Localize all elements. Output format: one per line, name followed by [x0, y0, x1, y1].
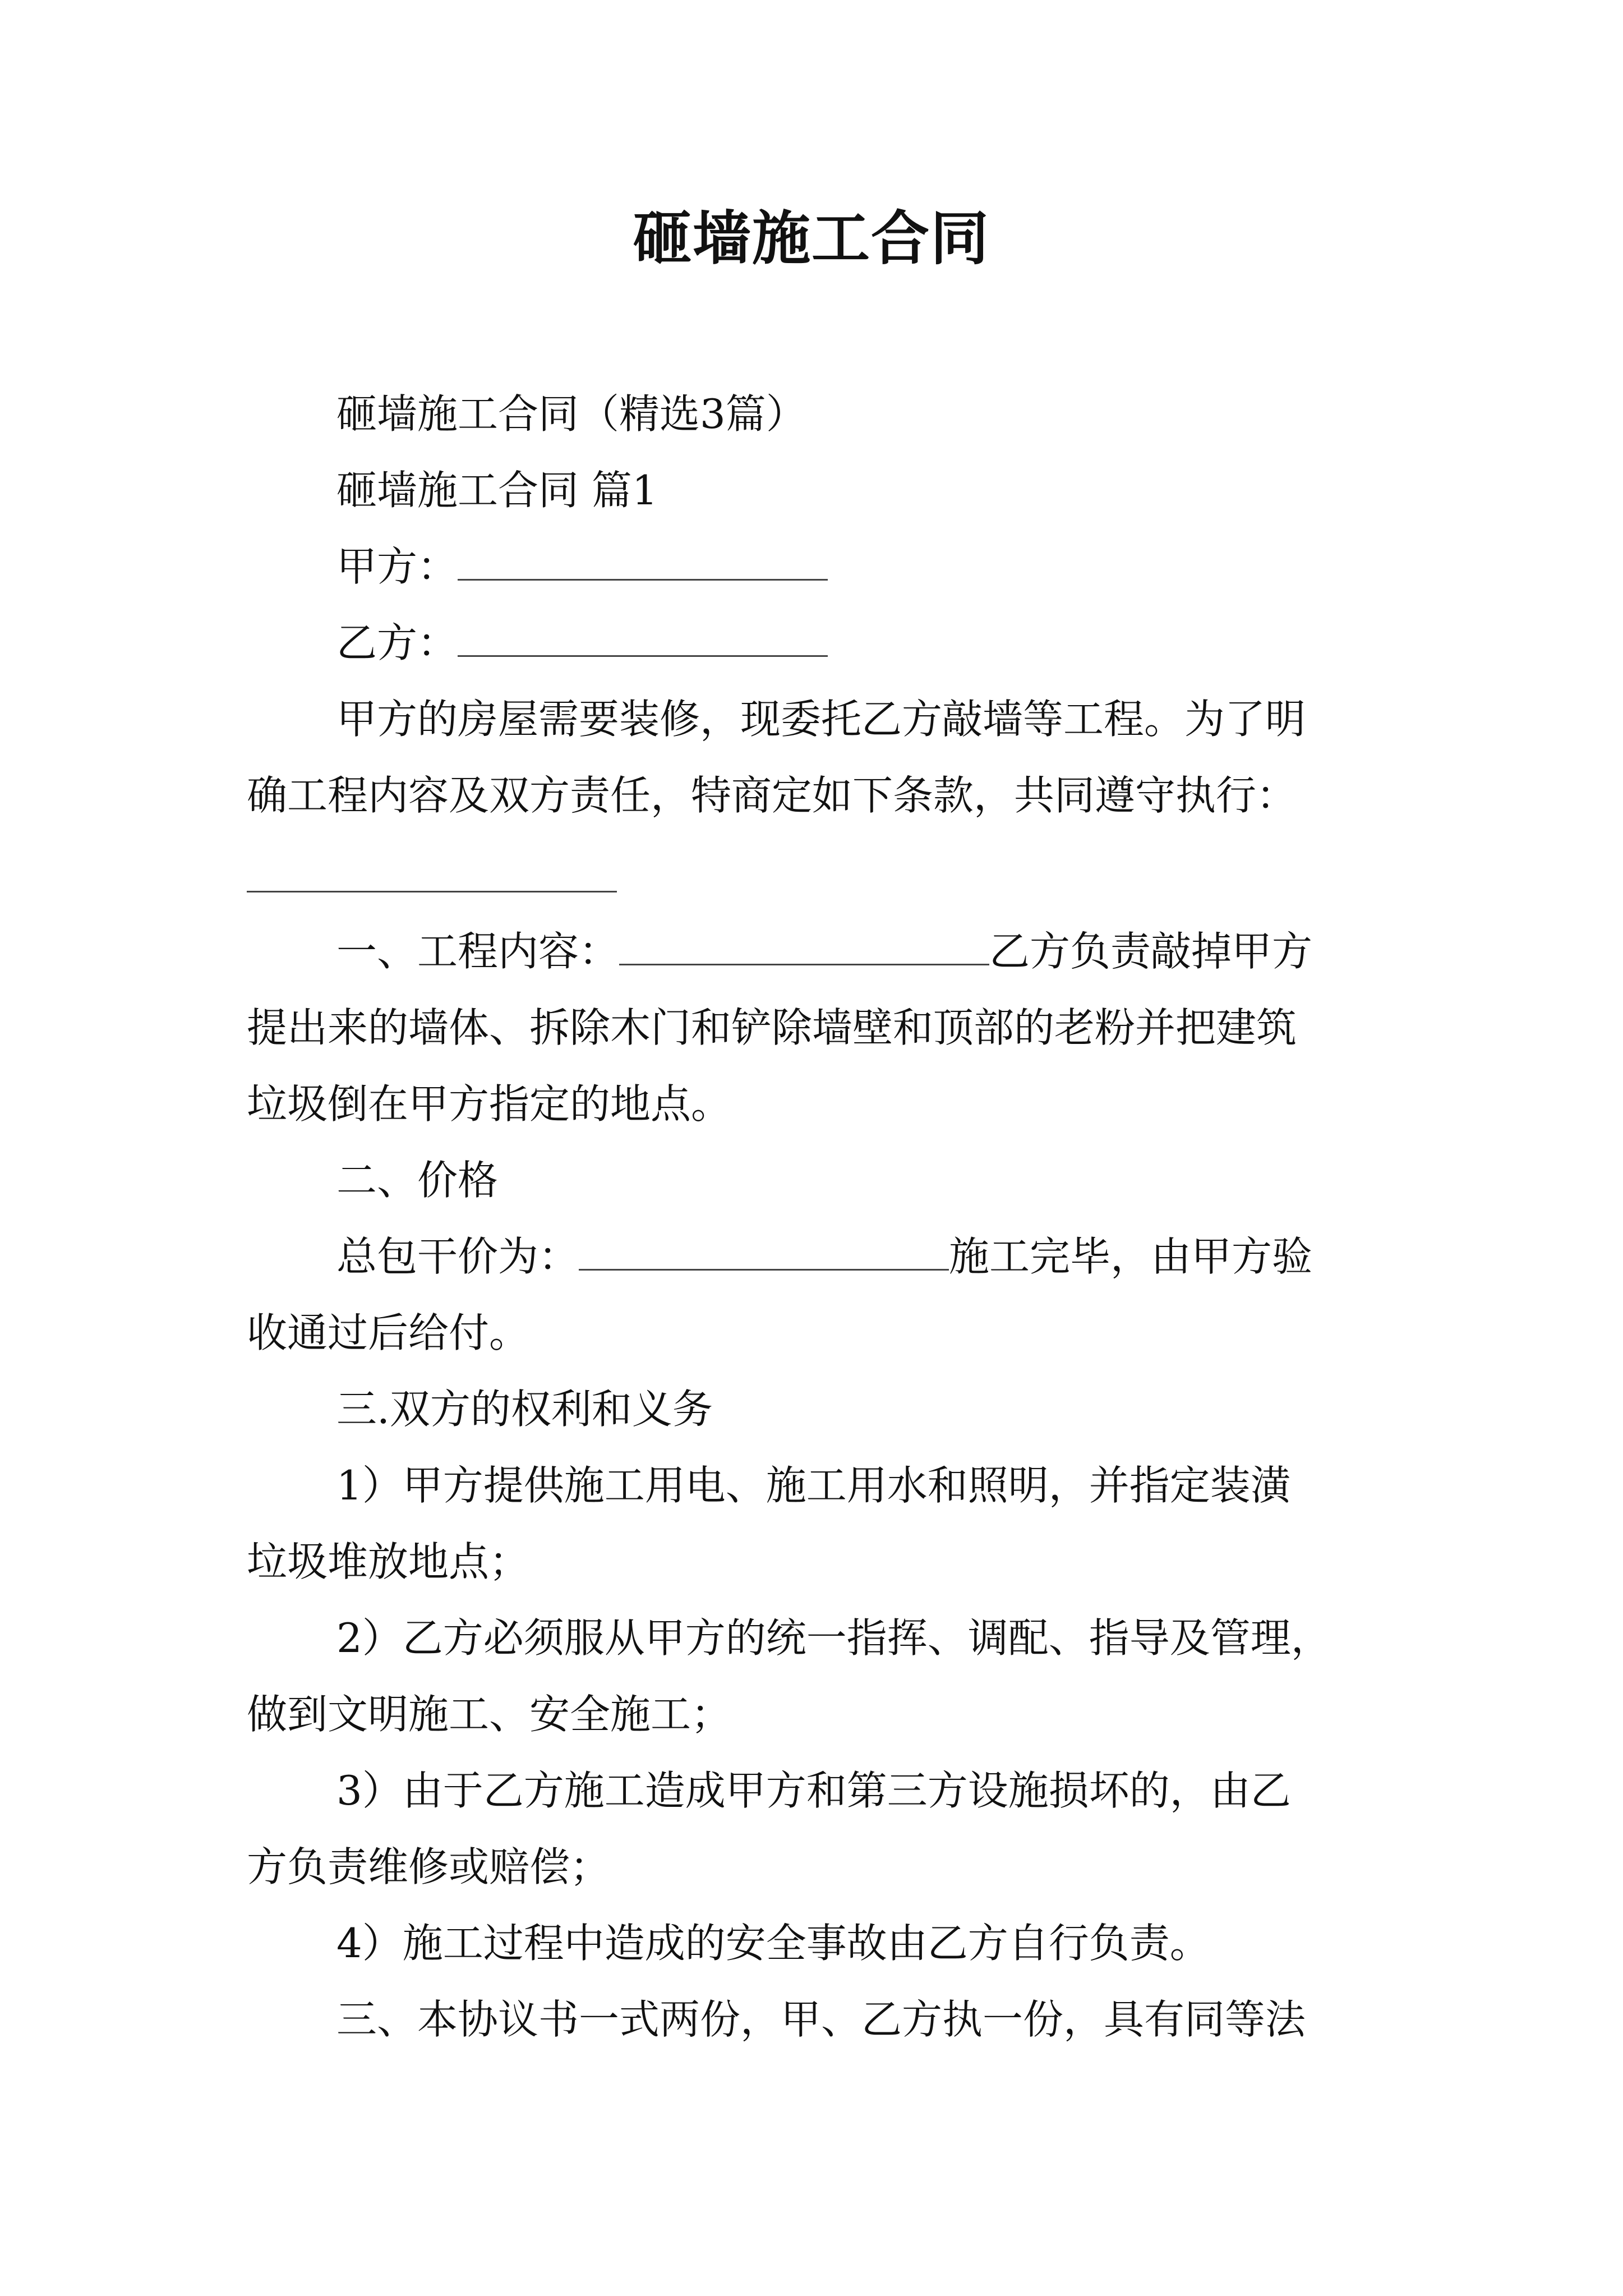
party-a-blank [458, 551, 828, 581]
price-suffix: 施工完毕，由甲方验 [949, 1233, 1313, 1280]
clause1-blank [619, 936, 989, 965]
section-heading: 砸墙施工合同 篇1 [336, 467, 658, 514]
clause2-heading: 二、价格 [336, 1157, 499, 1204]
item3-line-2: 方负责维修或赔偿； [247, 1843, 611, 1890]
price-line-1 [247, 1218, 1391, 1295]
price-prefix: 总包干价为： [336, 1233, 579, 1280]
clause1-prefix: 一、工程内容： [336, 928, 620, 975]
document-title: 砸墙施工合同 [633, 204, 990, 273]
item4-line-1: 4）施工过程中造成的安全事故由乙方自行负责。 [336, 1920, 1210, 1967]
party-b-label: 乙方： [336, 619, 458, 666]
item2-line-1: 2）乙方必须服从甲方的统一指挥、调配、指导及管理， [336, 1614, 1331, 1662]
price-line-2: 收通过后给付。 [247, 1309, 530, 1356]
separator-rule [247, 891, 617, 892]
last-line: 三、本协议书一式两份，甲、乙方执一份，具有同等法 [336, 1996, 1306, 2043]
intro-line-2: 确工程内容及双方责任，特商定如下条款，共同遵守执行： [247, 772, 1297, 819]
item3-line-1: 3）由于乙方施工造成甲方和第三方设施损坏的，由乙 [336, 1767, 1291, 1814]
party-a-label: 甲方： [336, 543, 458, 590]
clause1-line-1 [247, 913, 1391, 990]
intro-line-1: 甲方的房屋需要装修，现委托乙方敲墙等工程。为了明 [336, 696, 1306, 743]
item2-line-2: 做到文明施工、安全施工； [247, 1691, 732, 1738]
clause1-line-2: 提出来的墙体、拆除木门和铲除墙壁和顶部的老粉并把建筑 [247, 1004, 1297, 1051]
subtitle: 砸墙施工合同（精选3篇） [336, 390, 806, 438]
party-a-line [247, 528, 1391, 605]
item1-line-2: 垃圾堆放地点； [247, 1538, 530, 1585]
party-b-blank [458, 627, 828, 657]
price-blank [579, 1241, 949, 1271]
clause3-heading: 三.双方的权利和义务 [336, 1386, 713, 1433]
clause1-line-3: 垃圾倒在甲方指定的地点。 [247, 1080, 732, 1128]
party-b-line [247, 605, 1391, 681]
item1-line-1: 1）甲方提供施工用电、施工用水和照明，并指定装潢 [336, 1462, 1291, 1509]
clause1-suffix: 乙方负责敲掉甲方 [989, 928, 1313, 975]
